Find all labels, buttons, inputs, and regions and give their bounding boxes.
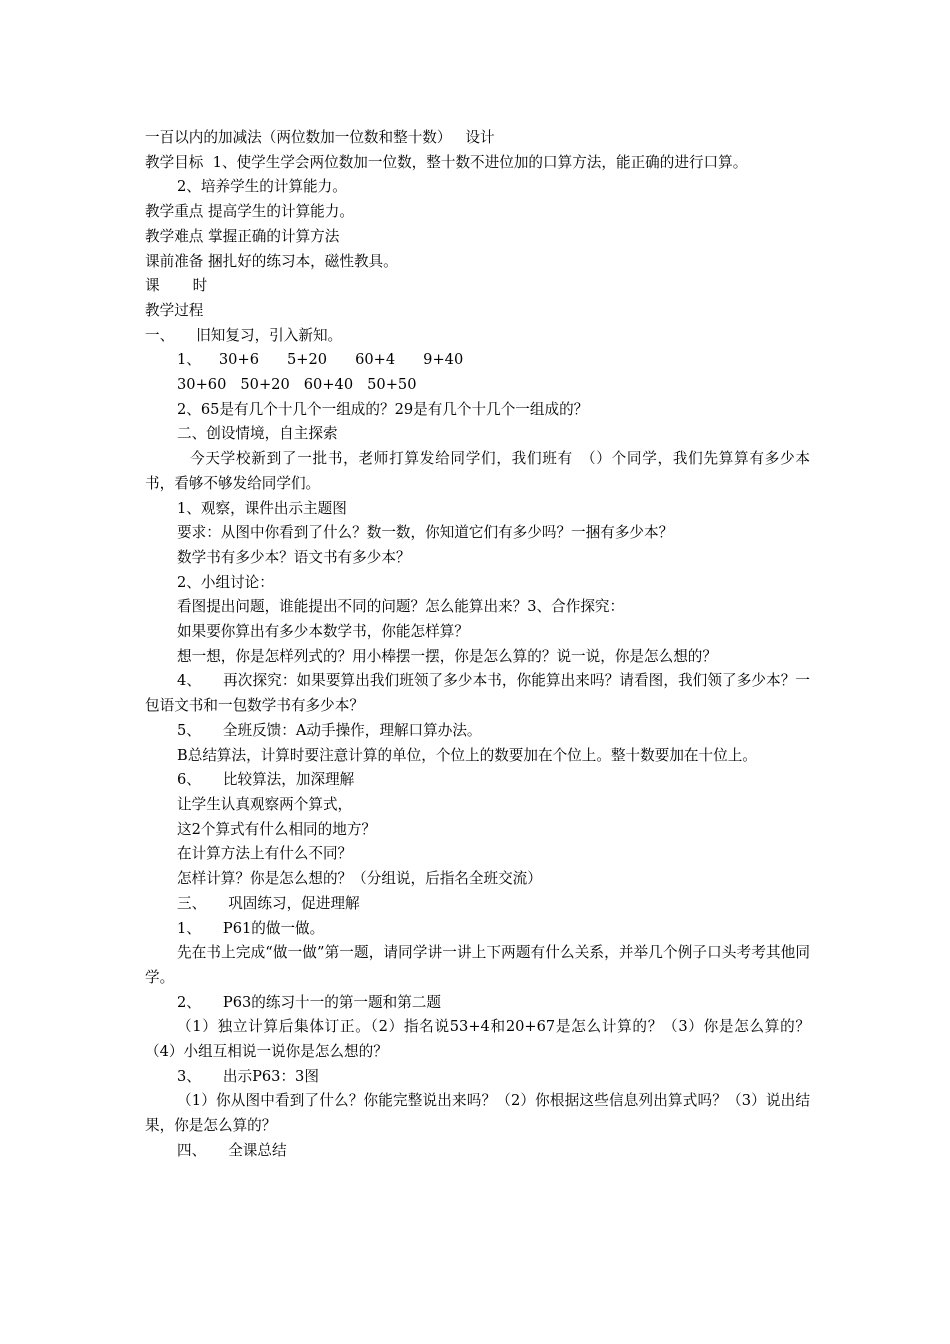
step-6-detail-c: 在计算方法上有什么不同？ [177,845,353,863]
q1-item: 50+50 [367,376,417,394]
q1-item: 9+40 [423,351,464,369]
q1-item: 60+4 [355,351,396,369]
review-question-1 [145,348,810,373]
step-6 [145,768,810,793]
document-body [145,126,810,1164]
exercise-1 [145,917,810,942]
exercise-1-text: P61的做一做。 [222,919,325,937]
teaching-process-heading: 教学过程 [145,301,204,319]
step-5-detail: B总结算法，计算时要注意计算的单位，个位上的数要加在个位上。整十数要加在十位上。 [177,746,757,764]
exercise-3-text: 出示P63：3图 [222,1067,319,1085]
exercise-1-detail: 先在书上完成“做一做”第一题，请同学讲一讲上下两题有什么关系，并举几个例子口头考考其他同学。 [145,944,810,986]
step-3-detail-a: 如果要你算出有多少本数学书，你能怎样算？ [177,623,469,641]
section-4-heading [145,1139,810,1164]
step-1-question: 数学书有多少本？语文书有多少本？ [177,548,411,566]
goal-2: 2、培养学生的计算能力。 [177,178,347,196]
section-3-title: 巩固练习，促进理解 [228,894,360,912]
step-5 [145,719,810,744]
q1-item: 5+20 [286,351,328,369]
section-2-intro: 今天学校新到了一批书，老师打算发给同学们，我们班有 （）个同学，我们先算算有多少本书，看够不够发给同学们。 [145,450,810,492]
q1-item: 30+60 [177,376,227,394]
title-text: 一百以内的加减法（两位数加一位数和整十数） [145,129,452,146]
exercise-3 [145,1065,810,1090]
step-2-detail: 看图提出问题，谁能提出不同的问题？怎么能算出来？3、合作探究： [177,598,625,616]
step-6-detail-a: 让学生认真观察两个算式， [177,795,353,813]
teaching-difficulty: 教学难点 掌握正确的计算方法 [145,227,340,245]
review-question-2: 2、65是有几个十几个一组成的？29是有几个十几个一组成的？ [177,400,589,418]
period-a: 课 [145,277,160,295]
exercise-2-detail: （1）独立计算后集体订正。（2）指名说53+4和20+67是怎么计算的？（3）你是怎么算的？（4）小组互相说一说你是怎么想的？ [145,1018,810,1061]
step-5-text: 全班反馈：A动手操作，理解口算办法。 [222,721,482,739]
exercise-1-number: 1、 [177,919,201,937]
step-5-number: 5、 [177,721,201,739]
section-4-number: 四、 [177,1141,207,1159]
section-1-number: 一、 [145,326,175,344]
section-1-title: 旧知复习，引入新知。 [196,326,343,344]
q1-number: 1、 [177,351,201,369]
step-2: 2、小组讨论： [177,573,274,591]
exercise-2 [145,991,810,1016]
title-suffix: 设计 [465,129,495,146]
step-6-text: 比较算法，加深理解 [222,771,355,789]
period-b: 时 [192,277,208,295]
section-3-heading [145,892,810,917]
section-4-title: 全课总结 [228,1141,287,1159]
q1-item: 60+40 [303,376,354,394]
document-title [145,126,810,151]
exercise-2-number: 2、 [177,993,201,1011]
review-question-1-row-2 [145,373,810,398]
exercise-2-text: P63的练习十一的第一题和第二题 [222,993,441,1011]
step-1: 1、观察，课件出示主题图 [177,499,347,517]
q1-item: 30+6 [218,351,259,369]
goal-1: 1、使学生学会两位数加一位数，整十数不进位加的口算方法，能正确的进行口算。 [212,153,748,171]
exercise-3-detail: （1）你从图中看到了什么？你能完整说出来吗？（2）你根据这些信息列出算式吗？（3）说出结果，你是怎么算的？ [145,1092,810,1135]
step-4-number: 4、 [177,672,202,690]
goal-label: 教学目标 [145,153,204,171]
teaching-goal [145,151,810,176]
section-1-heading [145,324,810,349]
exercise-3-number: 3、 [177,1067,201,1085]
step-3-detail-b: 想一想，你是怎样列式的？用小棒摆一摆，你是怎么算的？说一说，你是怎么想的？ [177,647,717,665]
step-1-requirement: 要求：从图中你看到了什么？数一数，你知道它们有多少吗？一捆有多少本？ [177,524,674,542]
step-4 [145,669,810,718]
section-2-heading: 二、创设情境，自主探索 [177,425,338,443]
class-period [145,274,810,299]
section-3-number: 三、 [177,894,207,912]
step-4-text: 再次探究：如果要算出我们班领了多少本书，你能算出来吗？请看图，我们领了多少本？一包语文书和一包数学书有多少本？ [145,672,810,715]
teaching-focus: 教学重点 提高学生的计算能力。 [145,203,354,221]
class-preparation: 课前准备 捆扎好的练习本，磁性教具。 [145,252,398,270]
step-6-number: 6、 [177,771,201,789]
step-6-detail-b: 这2个算式有什么相同的地方？ [177,820,377,838]
q1-item: 50+20 [240,376,290,394]
step-6-detail-d: 怎样计算？你是怎么想的？（分组说，后指名全班交流） [177,870,542,888]
